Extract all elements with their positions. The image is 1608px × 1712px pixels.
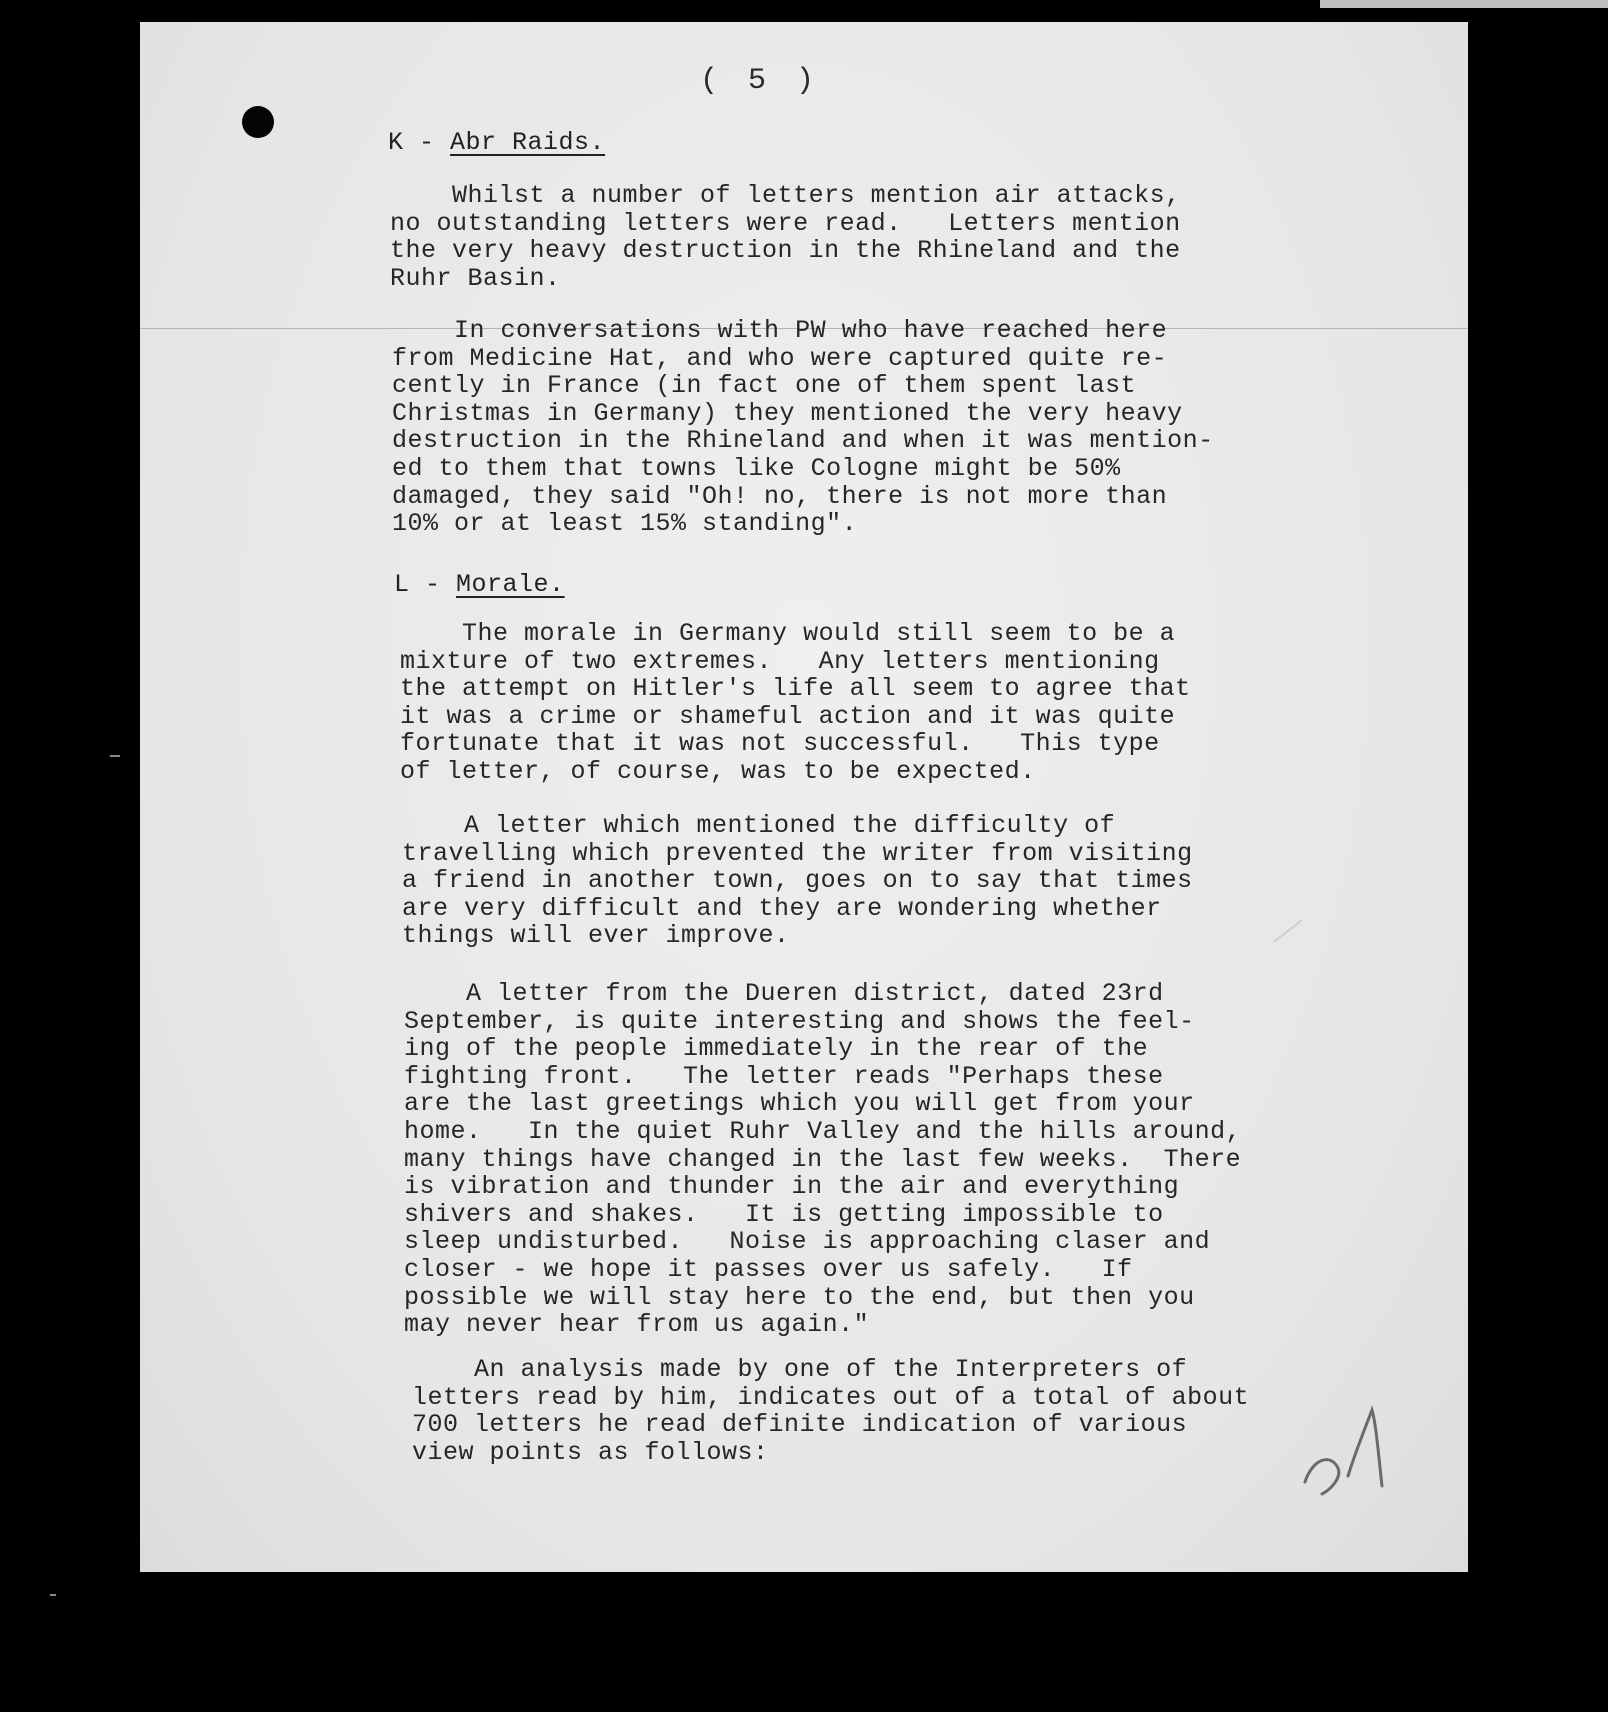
air-raids-paragraph-2: In conversations with PW who have reached here from Medicine Hat, and who were captured quite re- cently in France (in fact one of them spent last Christmas in Germany) they mentioned the very heavy destruction in the Rhineland and when it was mention- ed to them that towns like Cologne might be 50% damaged, they said "Oh! no, there is not more than 10% or at least 15% standing". xyxy=(392,316,1214,539)
handwritten-annotation xyxy=(1300,1390,1390,1500)
morale-paragraph-4: An analysis made by one of the Interpreters of letters read by him, indicates out of a total of about 700 letters he read definite indication of various view points as follows: xyxy=(412,1355,1250,1467)
section-letter: K - xyxy=(388,128,451,157)
section-title: Abr Raids. xyxy=(450,128,606,157)
scan-corner-tab xyxy=(1320,0,1608,8)
section-title: Morale. xyxy=(456,570,565,599)
morale-paragraph-3: A letter from the Dueren district, dated 23rd September, is quite interesting and shows the feel- ing of the people immediately in the rear of the fighting front. The letter reads "Perhaps these are the last greetings which you will get from your home. In the quiet Ruhr Valley and the hills around, many things have changed in the last few weeks. There is vibration and thunder in the air and everything shivers and shakes. It is getting impossible to sleep undisturbed. Noise is approaching claser and closer - we hope it passes over us safely. If possible we will stay here to the end, but then you may never hear from us again." xyxy=(404,979,1242,1340)
morale-paragraph-2: A letter which mentioned the difficulty of travelling which prevented the writer from visiting a friend in another town, goes on to say that times are very difficult and they are wondering whether things will ever improve. xyxy=(402,811,1193,951)
air-raids-paragraph-1: Whilst a number of letters mention air attacks, no outstanding letters were read. Letters mention the very heavy destruction in the Rhineland and the Ruhr Basin. xyxy=(390,181,1181,293)
page-number: ( 5 ) xyxy=(700,64,821,98)
section-heading-morale xyxy=(394,570,565,599)
punch-hole xyxy=(242,106,274,138)
section-heading-air-raids xyxy=(388,128,605,157)
scan-speck xyxy=(110,755,120,757)
scan-speck xyxy=(50,1594,56,1596)
morale-paragraph-1: The morale in Germany would still seem to be a mixture of two extremes. Any letters mentioning the attempt on Hitler's life all seem to agree that it was a crime or shameful action and it was quite fortunate that it was not successful. This type of letter, of course, was to be expected. xyxy=(400,619,1191,786)
section-letter: L - xyxy=(394,570,457,599)
